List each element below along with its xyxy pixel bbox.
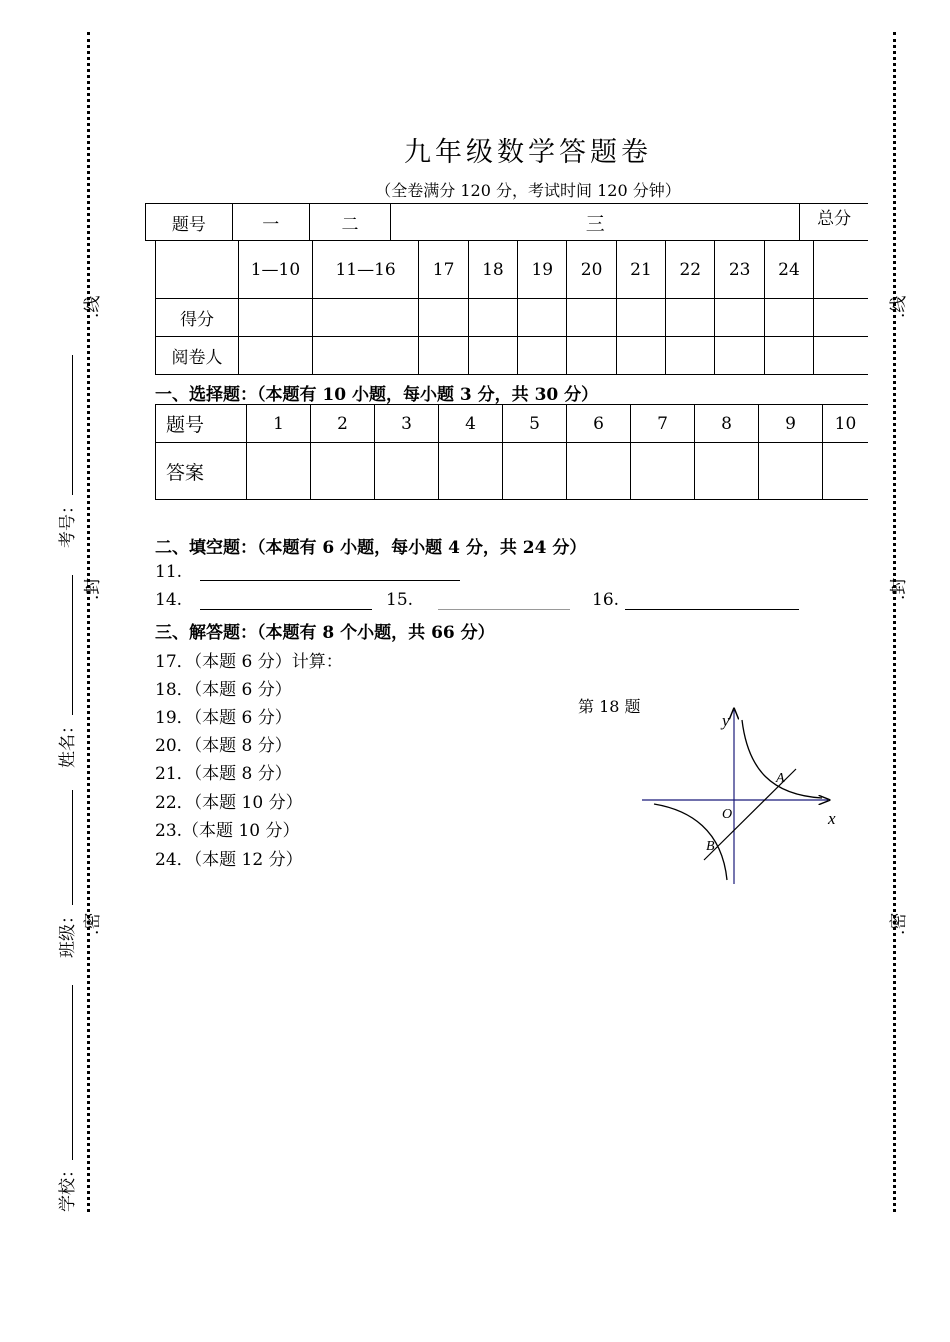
fill-q14-label: 14. [155,590,183,610]
left-label-feng: .封 [83,577,103,600]
score-cell[interactable] [814,299,868,337]
score-cell[interactable] [419,299,468,337]
figure-label-x: x [828,809,836,828]
score-cell[interactable] [518,299,567,337]
kaohao-line[interactable] [72,355,73,495]
grader-cell[interactable] [518,337,567,375]
fill-q15 [386,590,413,610]
page-title: 九年级数学答题卷 [404,137,652,168]
score-cell[interactable] [239,299,313,337]
choice-num-9: 9 [759,405,823,443]
choice-answer-cell[interactable] [375,443,439,500]
choice-answer-cell[interactable] [247,443,311,500]
score-col-8: 22 [666,241,715,299]
xuexiao-line[interactable] [72,985,73,1160]
score-cell[interactable] [764,299,813,337]
score-header-san: 三 [391,204,800,241]
choice-answer-cell[interactable] [823,443,869,500]
choice-num-7: 7 [631,405,695,443]
choice-answer-cell[interactable] [503,443,567,500]
section3-heading: 三、解答题：（本题有 8 个小题，共 66 分） [155,623,495,643]
grader-cell[interactable] [419,337,468,375]
score-header-yi: 一 [232,204,309,241]
choice-answer-cell[interactable] [567,443,631,500]
grader-cell[interactable] [715,337,764,375]
score-col-3: 17 [419,241,468,299]
section1-heading: 一、选择题：（本题有 10 小题，每小题 3 分，共 30 分） [155,385,599,405]
score-col-10: 24 [764,241,813,299]
grader-cell[interactable] [239,337,313,375]
banji-line[interactable] [72,790,73,905]
xuexiao-label: 学校： [58,1161,78,1212]
right-label-xian: .线 [889,295,909,318]
score-header-table [145,203,868,241]
xingming-line[interactable] [72,575,73,715]
grader-cell[interactable] [312,337,419,375]
choice-num-8: 8 [695,405,759,443]
score-cell[interactable] [715,299,764,337]
choice-answer-cell[interactable] [439,443,503,500]
fill-q14 [155,590,182,610]
score-header-zongfen: 总分 [800,204,868,241]
figure-label-a: A [776,771,785,786]
score-cell[interactable] [468,299,517,337]
score-cell[interactable] [616,299,665,337]
score-row-defen: 得分 [156,299,239,337]
score-col-7: 21 [616,241,665,299]
answer-item-19: 19．（本题 6 分） [155,708,292,728]
banji-label: 班级： [58,907,78,958]
fill-q14-blank[interactable] [200,609,372,610]
score-col-4: 18 [468,241,517,299]
fill-q11-label: 11. [155,562,183,582]
choice-num-1: 1 [247,405,311,443]
choice-answer-cell[interactable] [311,443,375,500]
figure-label-y: y [722,711,730,730]
score-row-yuejuanren: 阅卷人 [156,337,239,375]
answer-item-21: 21．（本题 8 分） [155,764,292,784]
page-subtitle: （全卷满分 120 分，考试时间 120 分钟） [375,181,681,200]
score-blank-cell [156,241,239,299]
fill-q15-blank[interactable] [438,609,570,610]
grader-cell[interactable] [616,337,665,375]
left-label-xian: .线 [83,295,103,318]
score-col-5: 19 [518,241,567,299]
xingming-label: 姓名： [58,717,78,768]
score-cell[interactable] [666,299,715,337]
fill-q11-blank[interactable] [200,580,460,581]
grader-cell[interactable] [567,337,616,375]
choice-row-label-tihao: 题号 [156,405,247,443]
choice-num-4: 4 [439,405,503,443]
choice-num-3: 3 [375,405,439,443]
answer-item-17: 17．（本题 6 分）计算： [155,652,343,672]
choice-row-label-daan: 答案 [156,443,247,500]
score-header-tihao: 题号 [146,204,233,241]
choice-num-2: 2 [311,405,375,443]
fill-q15-label: 15. [386,590,414,610]
figure-18-graph [630,700,850,890]
left-dotted-line [87,32,90,1212]
score-total-cell[interactable] [814,241,868,299]
grader-cell[interactable] [764,337,813,375]
choice-num-6: 6 [567,405,631,443]
score-table [155,240,868,375]
grader-cell[interactable] [666,337,715,375]
score-cell[interactable] [567,299,616,337]
answer-item-22: 22．（本题 10 分） [155,793,303,813]
choice-answer-cell[interactable] [631,443,695,500]
fill-q16-blank[interactable] [625,609,799,610]
figure-caption: 第 18 题 [578,697,641,716]
answer-item-24: 24．（本题 12 分） [155,850,303,870]
choice-num-10: 10 [823,405,869,443]
score-col-6: 20 [567,241,616,299]
section2-heading: 二、填空题：（本题有 6 小题，每小题 4 分，共 24 分） [155,538,587,558]
right-dotted-line [893,32,896,1212]
answer-item-23: 23.（本题 10 分） [155,821,300,841]
answer-item-20: 20．（本题 8 分） [155,736,292,756]
right-label-feng: .封 [889,577,909,600]
score-col-2: 11—16 [312,241,419,299]
fill-q16 [592,590,619,610]
score-header-er: 二 [309,204,391,241]
score-col-1: 1—10 [239,241,313,299]
score-cell[interactable] [312,299,419,337]
kaohao-label: 考号： [58,497,78,548]
score-col-9: 23 [715,241,764,299]
right-label-mi: .密 [889,912,909,935]
answer-item-18: 18．（本题 6 分） [155,680,292,700]
choice-answer-cell[interactable] [695,443,759,500]
grader-cell[interactable] [468,337,517,375]
figure-label-b: B [706,839,715,854]
choice-answer-cell[interactable] [759,443,823,500]
hyperbola-branch-lower [654,804,727,880]
figure-label-o: O [722,807,733,822]
choice-answer-table [155,404,868,500]
hyperbola-branch-upper [742,720,822,798]
choice-num-5: 5 [503,405,567,443]
fill-q11 [155,562,182,582]
fill-q16-label: 16. [592,590,620,610]
left-label-mi: .密 [83,912,103,935]
grader-cell[interactable] [814,337,868,375]
